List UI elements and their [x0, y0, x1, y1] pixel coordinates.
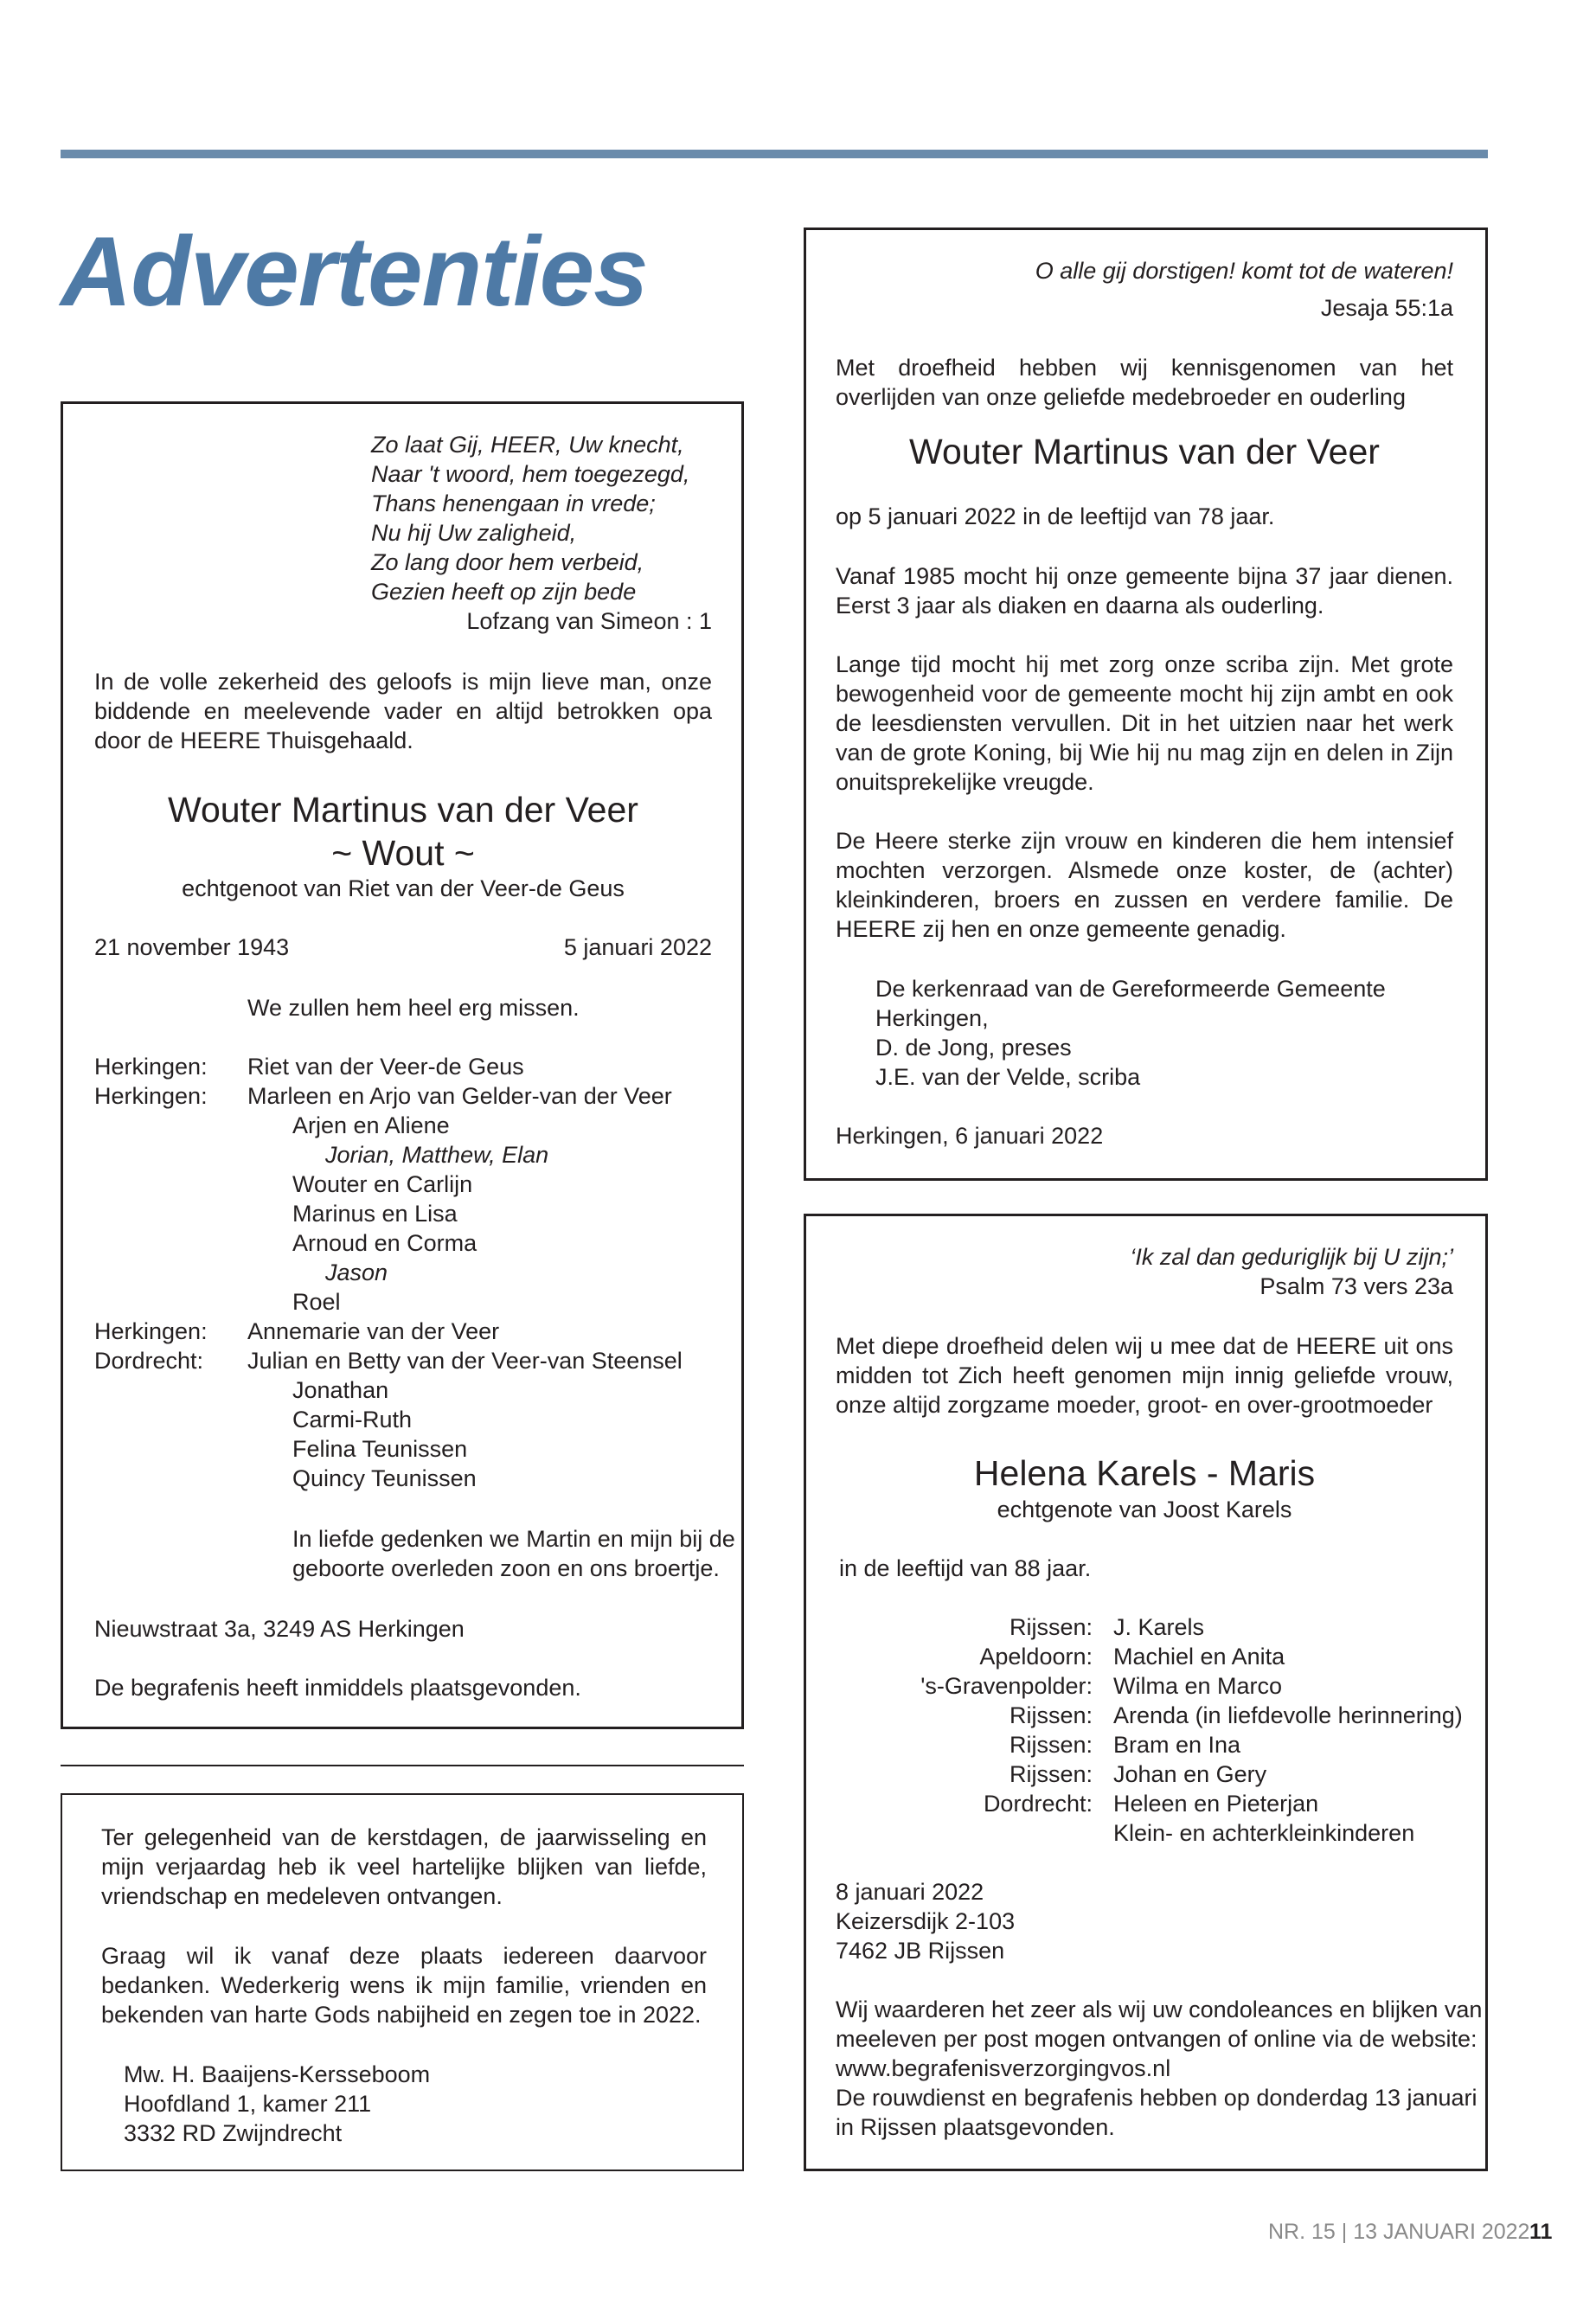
birth-date: 21 november 1943: [94, 934, 290, 960]
family-names: Roel: [292, 1289, 341, 1315]
family-names: Wilma en Marco: [1113, 1673, 1283, 1699]
signature-line: Mw. H. Baaijens-Kersseboom: [124, 2061, 431, 2087]
family-place: Herkingen:: [94, 1083, 208, 1109]
family-names: Quincy Teunissen: [292, 1465, 477, 1491]
family-place: Dordrecht:: [983, 1791, 1093, 1817]
family-names: J. Karels: [1113, 1614, 1205, 1640]
family-names: Wouter en Carlijn: [292, 1171, 473, 1197]
date-line: op 5 januari 2022 in de leeftijd van 78 jaar.: [836, 503, 1275, 529]
family-names: Arenda (in liefdevolle herinnering): [1113, 1702, 1463, 1728]
page-title: Advertenties: [61, 217, 648, 327]
condolence-line: in Rijssen plaatsgevonden.: [836, 2114, 1115, 2140]
website-link[interactable]: www.begrafenisverzorgingvos.nl: [836, 2055, 1171, 2081]
address-line: Nieuwstraat 3a, 3249 AS Herkingen: [94, 1616, 465, 1642]
ad-intro: In de volle zekerheid des geloofs is mijn lieve man, onze biddende en meelevende vader en altijd betrokken opa door de HEERE Thuisgehaald.: [94, 669, 712, 753]
age-line: in de leeftijd van 88 jaar.: [839, 1555, 1092, 1581]
family-names: Carmi-Ruth: [292, 1407, 413, 1433]
verse-line: Zo laat Gij, HEER, Uw knecht,: [371, 432, 684, 458]
family-names: Machiel en Anita: [1113, 1644, 1285, 1670]
family-place: Dordrecht:: [94, 1348, 204, 1374]
family-names: Arjen en Aliene: [292, 1112, 450, 1138]
family-names: Annemarie van der Veer: [247, 1318, 500, 1344]
memorial-line: In liefde gedenken we Martin en mijn bij de: [292, 1526, 735, 1552]
body-paragraph: De Heere sterke zijn vrouw en kinderen die hem intensief mochten verzorgen. Alsmede onze koster, de (achter) kleinkinderen, broers en zussen en verdere familie. De HEERE zij hen en onze gemeente genadig.: [836, 828, 1453, 942]
family-names: Johan en Gery: [1113, 1761, 1267, 1787]
signature-line: 3332 RD Zwijndrecht: [124, 2120, 343, 2146]
column-separator: [61, 1765, 744, 1766]
header-rule: [61, 150, 1488, 158]
address-line: 7462 JB Rijssen: [836, 1938, 1005, 1964]
family-names: Riet van der Veer-de Geus: [247, 1054, 524, 1080]
signature-line: D. de Jong, preses: [875, 1035, 1072, 1061]
deceased-name: Wouter Martinus van der Veer: [168, 790, 638, 830]
condolence-line: Wij waarderen het zeer als wij uw condoleances en blijken van: [836, 1997, 1483, 2022]
verse-line: Nu hij Uw zaligheid,: [371, 520, 577, 546]
family-names: Arnoud en Corma: [292, 1230, 478, 1256]
verse-reference: Jesaja 55:1a: [1320, 295, 1453, 321]
address-line: Keizersdijk 2-103: [836, 1908, 1016, 1934]
spouse-line: echtgenoot van Riet van der Veer-de Geus: [182, 875, 625, 901]
verse-line: ‘Ik zal dan geduriglijk bij U zijn;’: [1130, 1244, 1453, 1270]
family-names: Marleen en Arjo van Gelder-van der Veer: [247, 1083, 672, 1109]
family-names: Heleen en Pieterjan: [1113, 1791, 1319, 1817]
deceased-name: Helena Karels - Maris: [973, 1453, 1316, 1493]
family-place: Herkingen:: [94, 1318, 208, 1344]
body-paragraph: Lange tijd mocht hij met zorg onze scriba zijn. Met grote bewogenheid voor de gemeente mocht hij zijn ambt en ook de leesdiensten vervullen. Dit in het uitzien naar het werk van de grote Koning, bij Wie hij nu mag zijn en delen in Zijn onuitsprekelijke vreugde.: [836, 651, 1453, 795]
family-place: Rijssen:: [1009, 1614, 1093, 1640]
memorial-line: geboorte overleden zoon en ons broertje.: [292, 1555, 720, 1581]
ad-intro: Met droefheid hebben wij kennisgenomen van het overlijden van onze geliefde medebroeder en ouderling: [836, 355, 1453, 410]
ad-intro: Met diepe droefheid delen wij u mee dat de HEERE uit ons midden tot Zich heeft genomen mijn innig geliefde vrouw, onze altijd zorgzame moeder, groot- en over-grootmoeder: [836, 1333, 1453, 1418]
verse-reference: Lofzang van Simeon : 1: [466, 608, 712, 634]
signature-line: Herkingen,: [875, 1005, 989, 1031]
body-paragraph: Vanaf 1985 mocht hij onze gemeente bijna 37 jaar dienen. Eerst 3 jaar als diaken en daarna als ouderling.: [836, 563, 1453, 619]
family-names: Julian en Betty van der Veer-van Steensel: [247, 1348, 683, 1374]
death-date: 5 januari 2022: [563, 934, 712, 960]
family-place: Apeldoorn:: [979, 1644, 1093, 1670]
condolence-line: De rouwdienst en begrafenis hebben op donderdag 13 januari: [836, 2085, 1477, 2111]
place-date: Herkingen, 6 januari 2022: [836, 1123, 1104, 1149]
spouse-line: echtgenote van Joost Karels: [997, 1497, 1292, 1522]
thanks-paragraph: Ter gelegenheid van de kerstdagen, de jaarwisseling en mijn verjaardag heb ik veel hartelijke blijken van liefde, vriendschap en medeleven ontvangen.: [101, 1824, 707, 1909]
signature-line: De kerkenraad van de Gereformeerde Gemeente: [875, 976, 1386, 1002]
verse-line: Zo lang door hem verbeid,: [371, 549, 644, 575]
issue-info: NR. 15 | 13 JANUARI 2022: [1268, 2220, 1530, 2244]
signature-line: Hoofdland 1, kamer 211: [124, 2091, 372, 2117]
family-names: Jonathan: [292, 1377, 389, 1403]
verse-line: Gezien heeft op zijn bede: [371, 579, 637, 605]
family-place: Rijssen:: [1009, 1761, 1093, 1787]
funeral-note: De begrafenis heeft inmiddels plaatsgevonden.: [94, 1675, 581, 1701]
verse-line: Thans henengaan in vrede;: [371, 490, 656, 516]
family-names: Marinus en Lisa: [292, 1201, 458, 1227]
family-names: Jorian, Matthew, Elan: [325, 1142, 549, 1168]
verse-reference: Psalm 73 vers 23a: [1259, 1273, 1453, 1299]
family-place: 's-Gravenpolder:: [920, 1673, 1093, 1699]
family-names: Klein- en achterkleinkinderen: [1113, 1820, 1415, 1846]
family-names: Jason: [325, 1259, 388, 1285]
signature-line: J.E. van der Velde, scriba: [875, 1064, 1141, 1090]
condolence-line: meeleven per post mogen ontvangen of online via de website:: [836, 2026, 1477, 2052]
deceased-nickname: ~ Wout ~: [331, 833, 475, 873]
family-names: Bram en Ina: [1113, 1732, 1241, 1758]
verse-line: Naar 't woord, hem toegezegd,: [371, 461, 690, 487]
deceased-name: Wouter Martinus van der Veer: [909, 432, 1380, 471]
family-place: Rijssen:: [1009, 1732, 1093, 1758]
address-line: 8 januari 2022: [836, 1879, 984, 1905]
thanks-paragraph: Graag wil ik vanaf deze plaats iedereen daarvoor bedanken. Wederkerig wens ik mijn familie, vrienden en bekenden van harte Gods nabijheid en zegen toe in 2022.: [101, 1943, 707, 2028]
family-place: Herkingen:: [94, 1054, 208, 1080]
miss-line: We zullen hem heel erg missen.: [247, 995, 580, 1021]
family-names: Felina Teunissen: [292, 1436, 468, 1462]
verse-line: O alle gij dorstigen! komt tot de wateren!: [1035, 258, 1453, 284]
family-place: Rijssen:: [1009, 1702, 1093, 1728]
page-number: 11: [1529, 2220, 1553, 2244]
